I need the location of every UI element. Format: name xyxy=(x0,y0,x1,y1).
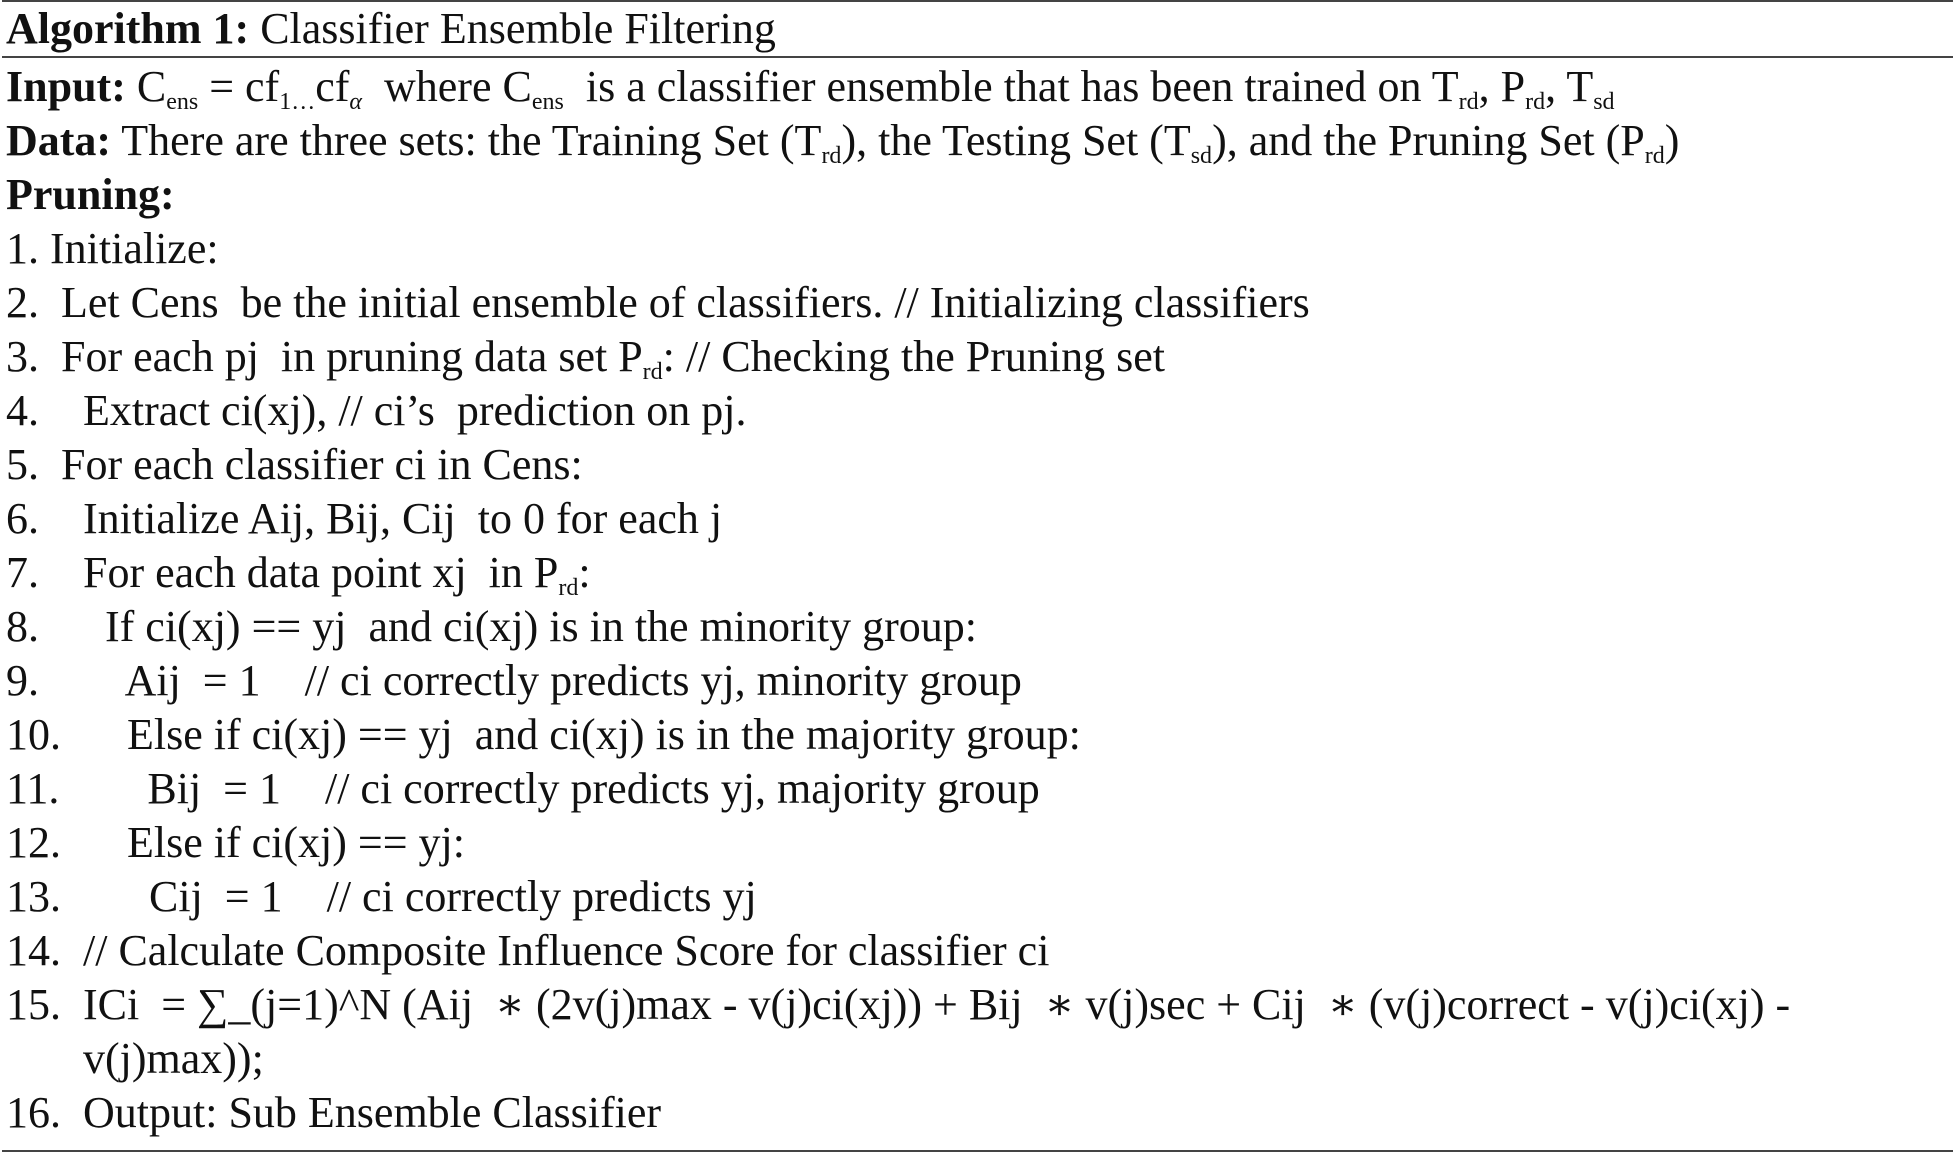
step-3-sub: rd xyxy=(642,359,663,385)
input-sub: rd xyxy=(1525,89,1546,115)
input-text: , T xyxy=(1545,62,1594,111)
step-8: 8. If ci(xj) == yj and ci(xj) is in the minority group: xyxy=(6,602,978,651)
input-sub-alpha: α xyxy=(349,89,362,115)
step-13: 13. Cij = 1 // ci correctly predicts yj xyxy=(6,872,757,921)
data-text: There are three sets: the Training Set (T xyxy=(111,116,822,165)
step-7-text-end: : xyxy=(578,548,591,597)
input-text: where C xyxy=(362,62,532,111)
step-3 xyxy=(6,330,1953,384)
data-text: ) xyxy=(1664,116,1680,165)
bottom-padding xyxy=(2,1140,1953,1150)
step-16: 16. Output: Sub Ensemble Classifier xyxy=(6,1088,662,1137)
data-line xyxy=(6,114,1953,168)
data-label: Data: xyxy=(6,116,112,165)
data-text: ), and the Pruning Set (P xyxy=(1212,116,1645,165)
algorithm-title xyxy=(2,2,1953,56)
step-15-line-1: 15. ICi = ∑_(j=1)^N (Aij ∗ (2v(j)max - v(j)ci(xj)) + Bij ∗ v(j)sec + Cij ∗ (v(j)correct - v(j)ci(xj) - xyxy=(6,980,1791,1029)
step-10: 10. Else if ci(xj) == yj and ci(xj) is in the majority group: xyxy=(6,710,1081,759)
algorithm-label: Algorithm 1: xyxy=(6,4,250,53)
pruning-heading: Pruning: xyxy=(6,170,175,219)
step-11: 11. Bij = 1 // ci correctly predicts yj, majority group xyxy=(6,764,1040,813)
input-text: cf xyxy=(315,62,350,111)
input-text: C xyxy=(125,62,167,111)
step-4: 4. Extract ci(xj), // ci’s prediction on pj. xyxy=(6,386,747,435)
algorithm-body xyxy=(2,58,1953,1140)
step-14: 14. // Calculate Composite Influence Score for classifier ci xyxy=(6,926,1050,975)
step-3-text: 3. For each pj in pruning data set P xyxy=(6,332,643,381)
data-sub: rd xyxy=(821,143,842,169)
input-text: , P xyxy=(1478,62,1526,111)
step-1: 1. Initialize: xyxy=(6,224,219,273)
bottom-rule xyxy=(2,1150,1953,1152)
input-text: = cf xyxy=(198,62,280,111)
input-sub: sd xyxy=(1593,89,1615,115)
step-7-sub: rd xyxy=(558,575,579,601)
step-12: 12. Else if ci(xj) == yj: xyxy=(6,818,465,867)
step-7-text: 7. For each data point xj in P xyxy=(6,548,559,597)
step-3-text-end: : // Checking the Pruning set xyxy=(662,332,1165,381)
step-5: 5. For each classifier ci in Cens: xyxy=(6,440,583,489)
input-label: Input: xyxy=(6,62,126,111)
algorithm-box xyxy=(2,0,1953,1152)
input-sub: 1… xyxy=(279,89,316,115)
step-9: 9. Aij = 1 // ci correctly predicts yj, minority group xyxy=(6,656,1022,705)
step-2: 2. Let Cens be the initial ensemble of classifiers. // Initializing classifiers xyxy=(6,278,1310,327)
algorithm-name: Classifier Ensemble Filtering xyxy=(249,4,776,53)
input-sub: rd xyxy=(1458,89,1479,115)
step-6: 6. Initialize Aij, Bij, Cij to 0 for each j xyxy=(6,494,723,543)
step-15-line-2: v(j)max)); xyxy=(6,1034,264,1083)
input-sub: ens xyxy=(166,89,199,115)
input-line xyxy=(6,60,1953,114)
data-sub: sd xyxy=(1190,143,1213,169)
data-sub: rd xyxy=(1644,143,1665,169)
data-text: ), the Testing Set (T xyxy=(841,116,1191,165)
step-7 xyxy=(6,546,1953,600)
input-sub: ens xyxy=(531,89,564,115)
input-text: is a classifier ensemble that has been trained on T xyxy=(563,62,1459,111)
